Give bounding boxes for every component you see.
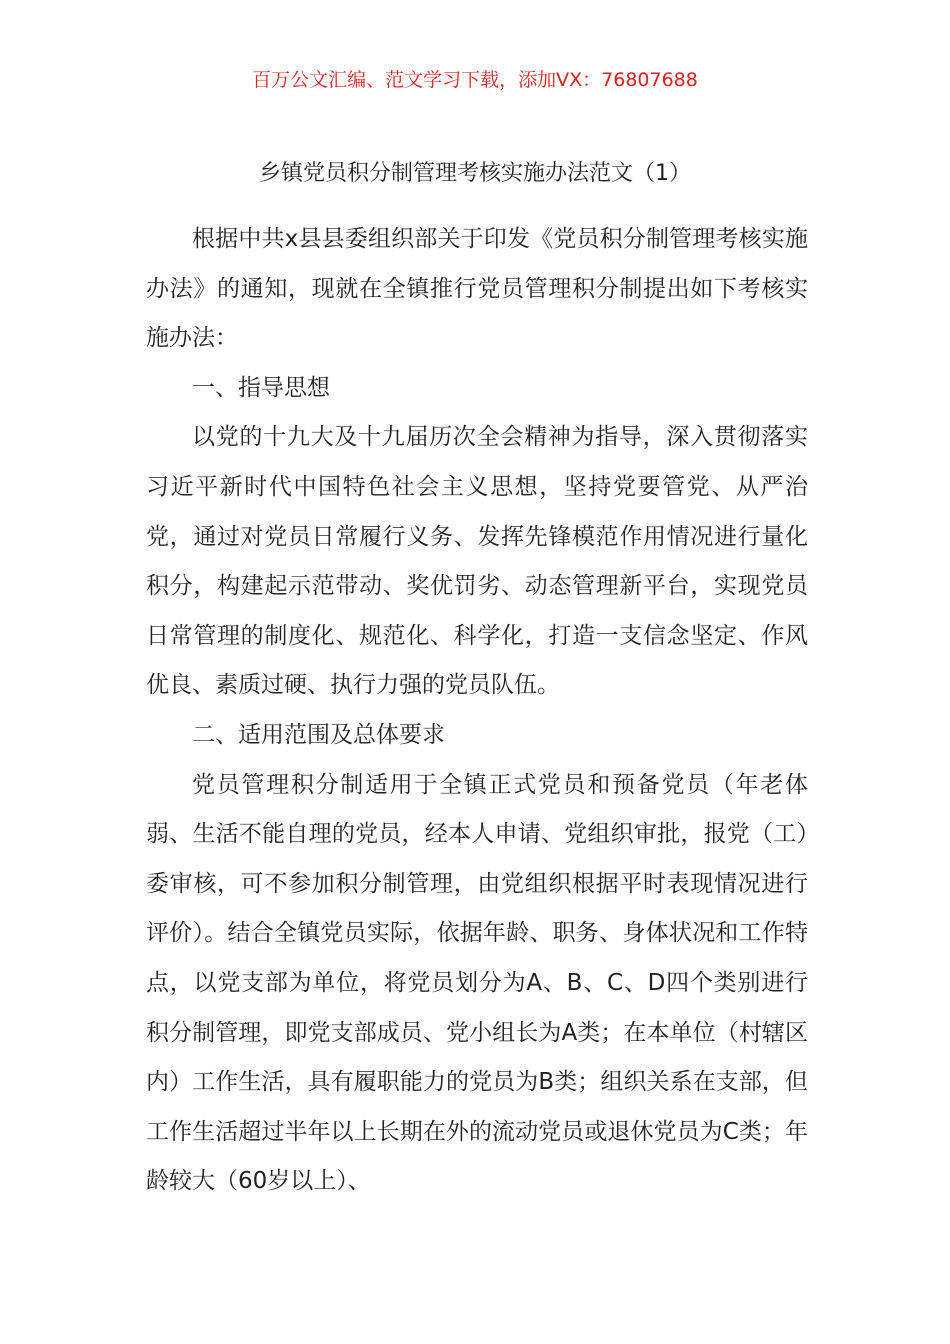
paragraph-scope: 党员管理积分制适用于全镇正式党员和预备党员（年老体弱、生活不能自理的党员，经本人申请、党组织审批，报党（工）委审核，可不参加积分制管理，由党组织根据平时表现情况进行评价）。结合全镇党员实际，依据年龄、职务、身体状况和工作特点，以党支部为单位，将党员划分为A、B、C、D四个类别进行积分制管理，即党支部成员、党小组长为A类；在本单位（村辖区内）工作生活，具有履职能力的党员为B类；组织关系在支部，但工作生活超过半年以上长期在外的流动党员或退休党员为C类；年龄较大（60岁以上）、 <box>146 771 808 1195</box>
document-body <box>146 215 808 1207</box>
document-title: 乡镇党员积分制管理考核实施办法范文（1） <box>259 161 691 186</box>
paragraph-guiding-ideology: 以党的十九大及十九届历次全会精神为指导，深入贯彻落实习近平新时代中国特色社会主义思想，坚持党要管党、从严治党，通过对党员日常履行义务、发挥先锋模范作用情况进行量化积分，构建起示范带动、奖优罚劣、动态管理新平台，实现党员日常管理的制度化、规范化、科学化，打造一支信念坚定、作风优良、素质过硬、执行力强的党员队伍。 <box>146 424 808 699</box>
watermark-header: 百万公文汇编、范文学习下载，添加VX：76807688 <box>252 69 698 91</box>
section-heading-scope: 二、适用范围及总体要求 <box>192 721 445 748</box>
section-heading-guiding-ideology: 一、指导思想 <box>192 374 330 401</box>
paragraph-intro: 根据中共x县县委组织部关于印发《党员积分制管理考核实施办法》的通知，现就在全镇推行党员管理积分制提出如下考核实施办法： <box>146 226 808 352</box>
